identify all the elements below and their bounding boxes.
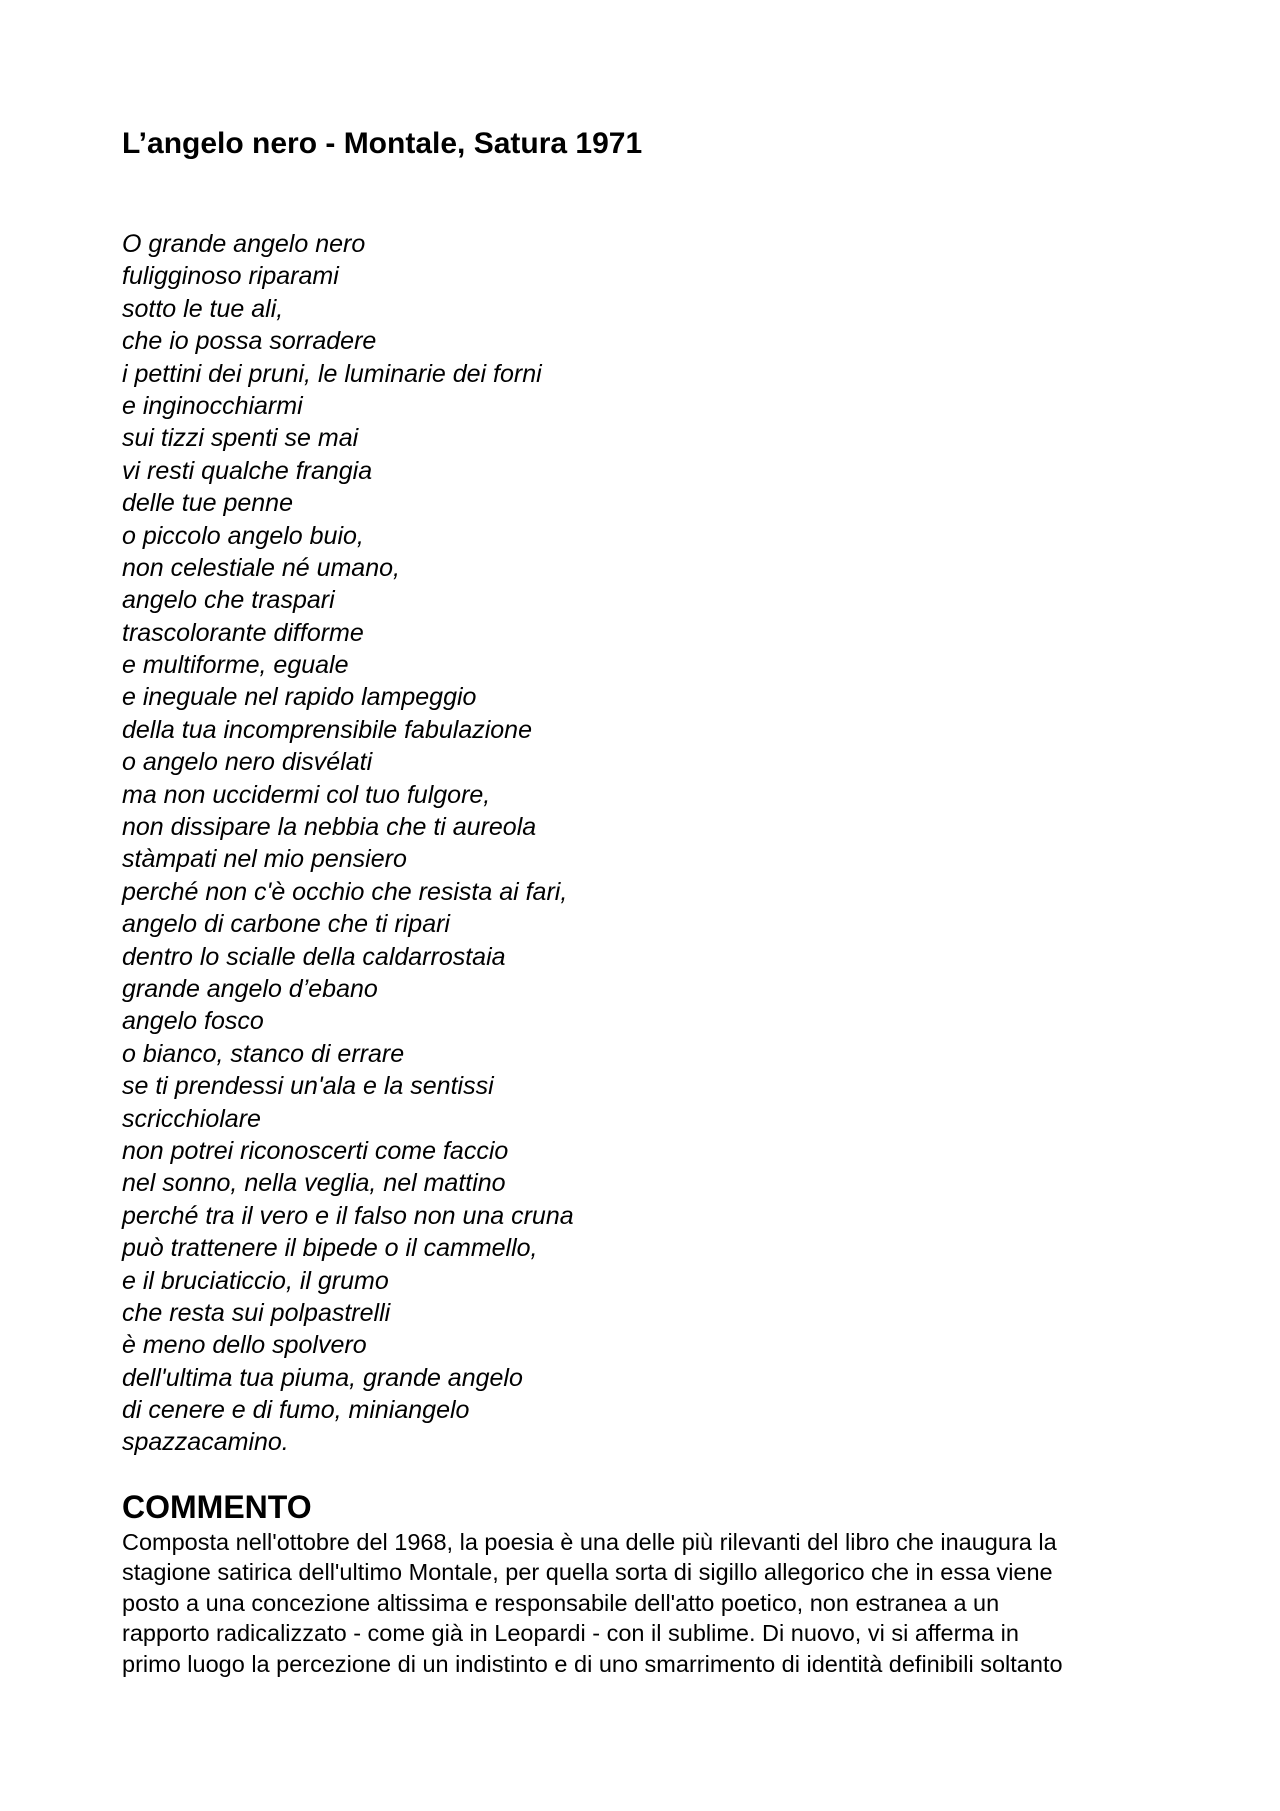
commentary-text <box>122 1527 1063 1679</box>
poem-line: stàmpati nel mio pensiero <box>122 845 407 874</box>
poem-line: della tua incomprensibile fabulazione <box>122 715 532 744</box>
poem-line: non potrei riconoscerti come faccio <box>122 1136 509 1165</box>
poem-line: non dissipare la nebbia che ti aureola <box>122 813 537 842</box>
poem-line: O grande angelo nero <box>122 230 366 258</box>
poem-line: e inginocchiarmi <box>122 391 303 420</box>
document-title: L’angelo nero - Montale, Satura 1971 <box>122 127 643 160</box>
poem-line: grande angelo d’ebano <box>122 974 378 1003</box>
poem-line: vi resti qualche frangia <box>122 456 373 485</box>
poem-line: non celestiale né umano, <box>122 553 400 582</box>
commentary-line: stagione satirica dell'ultimo Montale, per quella sorta di sigillo allegorico che in essa viene <box>122 1559 1053 1586</box>
poem-line: e multiforme, eguale <box>122 651 349 680</box>
poem-line: può trattenere il bipede o il cammello, <box>122 1234 538 1263</box>
poem-line: nel sonno, nella veglia, nel mattino <box>122 1169 506 1198</box>
poem-line: scricchiolare <box>122 1104 261 1133</box>
commentary-heading: COMMENTO <box>122 1489 312 1525</box>
poem-line: o bianco, stanco di errare <box>122 1039 405 1068</box>
poem-line: angelo di carbone che ti ripari <box>122 910 450 939</box>
poem-line: i pettini dei pruni, le luminarie dei forni <box>122 359 542 388</box>
document-page <box>122 0 1172 1811</box>
poem-line: che io possa sorradere <box>122 327 377 356</box>
poem-line: perché tra il vero e il falso non una cruna <box>122 1201 574 1230</box>
poem-line: sotto le tue ali, <box>122 294 284 323</box>
poem-line: trascolorante difforme <box>122 618 364 647</box>
poem-line: angelo che traspari <box>122 586 335 615</box>
poem-line: dell'ultima tua piuma, grande angelo <box>122 1363 523 1392</box>
commentary-line: Composta nell'ottobre del 1968, la poesia è una delle più rilevanti del libro che inaugura la <box>122 1529 1057 1555</box>
poem-line: spazzacamino. <box>122 1428 289 1457</box>
commentary-line: posto a una concezione altissima e responsabile dell'atto poetico, non estranea a un <box>122 1589 1000 1616</box>
commentary-line: rapporto radicalizzato - come già in Leopardi - con il sublime. Di nuovo, vi si afferma in <box>122 1620 1019 1647</box>
poem-line: angelo fosco <box>122 1007 264 1036</box>
poem-line: delle tue penne <box>122 489 293 518</box>
poem-line: e il bruciaticcio, il grumo <box>122 1266 389 1295</box>
poem-line: di cenere e di fumo, miniangelo <box>122 1396 470 1425</box>
poem-line: dentro lo scialle della caldarrostaia <box>122 942 506 971</box>
poem-line: se ti prendessi un'ala e la sentissi <box>122 1072 494 1101</box>
poem-line: e ineguale nel rapido lampeggio <box>122 683 477 712</box>
poem-line: o piccolo angelo buio, <box>122 521 364 550</box>
poem-text <box>122 228 574 1459</box>
poem-line: o angelo nero disvélati <box>122 748 373 777</box>
poem-line: fuligginoso riparami <box>122 262 339 291</box>
poem-line: perché non c'è occhio che resista ai fari, <box>122 877 568 906</box>
poem-line: sui tizzi spenti se mai <box>122 424 359 453</box>
poem-line: che resta sui polpastrelli <box>122 1298 391 1327</box>
poem-line: ma non uccidermi col tuo fulgore, <box>122 780 491 809</box>
commentary-line: primo luogo la percezione di un indistinto e di uno smarrimento di identità definibili soltanto <box>122 1650 1063 1677</box>
poem-line: è meno dello spolvero <box>122 1331 367 1360</box>
